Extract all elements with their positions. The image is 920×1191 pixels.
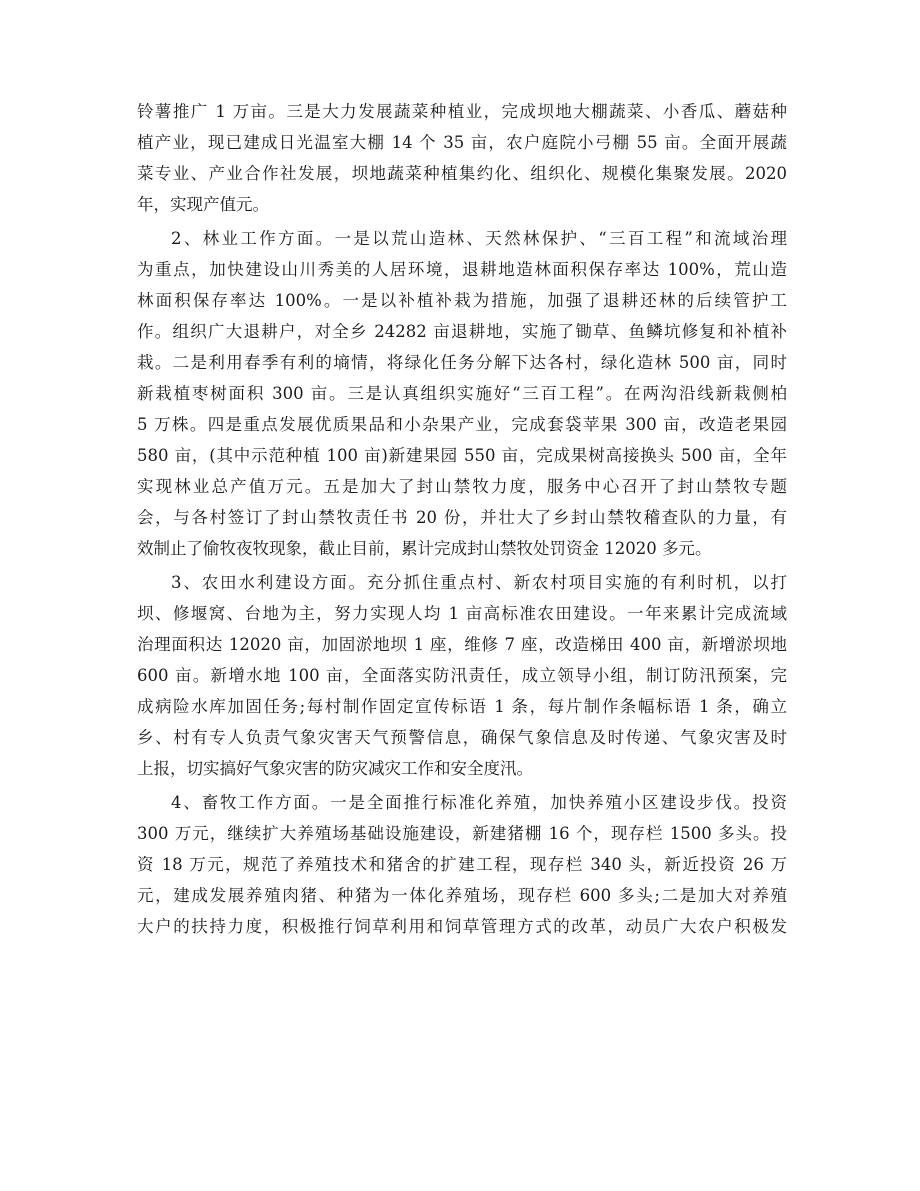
text-line: 效制止了偷牧夜牧现象，截止目前，累计完成封山禁牧处罚资金 12020 多元。 — [137, 539, 712, 558]
text-line: 新栽植枣树面积 300 亩。三是认真组织实施好“三百工程”。在两沟沿线新栽侧柏 — [137, 384, 787, 403]
text-line: 580 亩，(其中示范种植 100 亩)新建果园 550 亩，完成果树高接换头 500 亩，全年 — [137, 446, 787, 465]
text-line: 年，实现产值元。 — [137, 195, 269, 214]
text-line: 资 18 万元，规范了养殖技术和猪舍的扩建工程，现存栏 340 头，新近投资 26 万 — [137, 855, 787, 874]
text-line: 元，建成发展养殖肉猪、种猪为一体化养殖场，现存栏 600 多头;二是加大对养殖 — [137, 886, 787, 905]
text-line: 林面积保存率达 100%。一是以补植补栽为措施，加强了退耕还林的后续管护工 — [137, 291, 787, 310]
paragraph-crop-planting — [137, 96, 787, 220]
text-line: 会，与各村签订了封山禁牧责任书 20 份，并壮大了乡封山禁牧稽查队的力量，有 — [137, 508, 787, 527]
document-body — [137, 96, 787, 942]
text-line: 3、农田水利建设方面。充分抓住重点村、新农村项目实施的有利时机，以打 — [171, 573, 787, 592]
text-line: 坝、修堰窝、台地为主，努力实现人均 1 亩高标准农田建设。一年来累计完成流域 — [137, 604, 787, 623]
paragraph-water-conservancy — [137, 567, 787, 784]
text-line: 为重点，加快建设山川秀美的人居环境，退耕地造林面积保存率达 100%，荒山造 — [137, 260, 787, 279]
text-line: 作。组织广大退耕户，对全乡 24282 亩退耕地，实施了锄草、鱼鳞坑修复和补植补 — [137, 322, 787, 341]
text-line: 治理面积达 12020 亩，加固淤地坝 1 座，维修 7 座，改造梯田 400 亩，新增淤坝地 — [137, 635, 787, 654]
text-line: 5 万株。四是重点发展优质果品和小杂果产业，完成套袋苹果 300 亩，改造老果园 — [137, 415, 787, 434]
text-line: 2、林业工作方面。一是以荒山造林、天然林保护、“三百工程”和流域治理 — [171, 229, 787, 248]
text-line: 上报，切实搞好气象灾害的防灾减灾工作和安全度汛。 — [137, 759, 533, 778]
text-line: 栽。二是利用春季有利的墒情，将绿化任务分解下达各村，绿化造林 500 亩，同时 — [137, 353, 787, 372]
text-line: 大户的扶持力度，积极推行饲草利用和饲草管理方式的改革，动员广大农户积极发 — [137, 917, 787, 936]
text-line: 成病险水库加固任务;每村制作固定宣传标语 1 条，每片制作条幅标语 1 条，确立 — [137, 697, 787, 716]
text-line: 乡、村有专人负责气象灾害天气预警信息，确保气象信息及时传递、气象灾害及时 — [137, 728, 787, 747]
text-line: 600 亩。新增水地 100 亩，全面落实防汛责任，成立领导小组，制订防汛预案，完 — [137, 666, 787, 685]
paragraph-animal-husbandry — [137, 787, 787, 942]
text-line: 300 万元，继续扩大养殖场基础设施建设，新建猪棚 16 个，现存栏 1500 多头。投 — [137, 824, 787, 843]
text-line: 实现林业总产值万元。五是加大了封山禁牧力度，服务中心召开了封山禁牧专题 — [137, 477, 787, 496]
text-line: 植产业，现已建成日光温室大棚 14 个 35 亩，农户庭院小弓棚 55 亩。全面开展蔬 — [137, 133, 787, 152]
paragraph-forestry — [137, 223, 787, 564]
text-line: 4、畜牧工作方面。一是全面推行标准化养殖，加快养殖小区建设步伐。投资 — [171, 793, 787, 812]
text-line: 铃薯推广 1 万亩。三是大力发展蔬菜种植业，完成坝地大棚蔬菜、小香瓜、蘑菇种 — [137, 102, 787, 121]
text-line: 菜专业、产业合作社发展，坝地蔬菜种植集约化、组织化、规模化集聚发展。2020 — [137, 164, 787, 183]
